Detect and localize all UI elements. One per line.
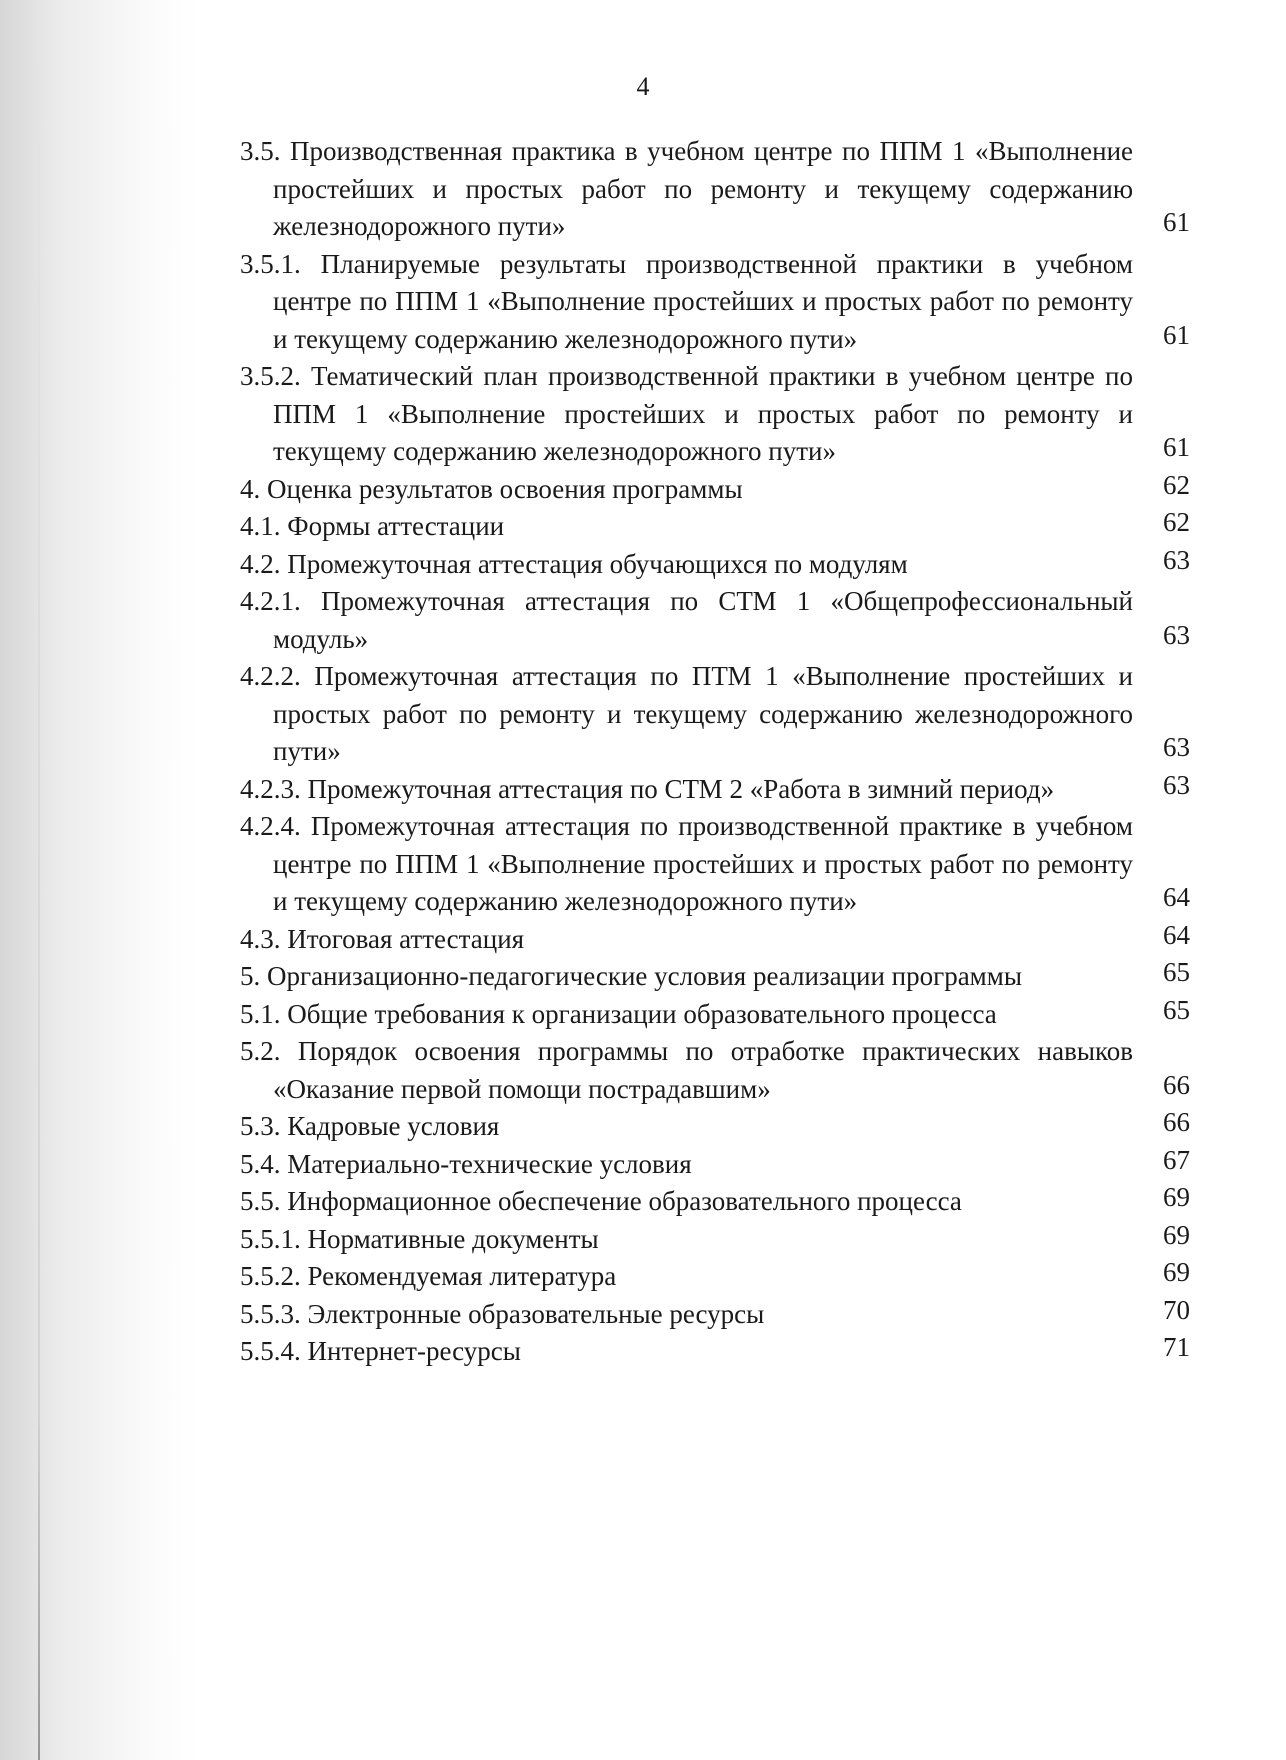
page-edge-shadow [38,0,40,1760]
toc-entry-title: 5.5.1. Нормативные документы [240,1223,599,1254]
table-of-contents [240,133,1190,1371]
toc-entry-page: 69 [1163,1182,1190,1212]
toc-entry-title: 4.2.3. Промежуточная аттестация по СТМ 2 «Работа в зимний период» [240,773,1055,804]
toc-entry-page: 69 [1163,1219,1190,1250]
toc-entry-title: 4.2. Промежуточная аттестация обучающихся по модулям [240,548,908,579]
toc-entry-3-5 [240,133,1190,246]
toc-entry-title: 3.5. Производственная практика в учебном центре по ППМ 1 «Выполнение простейших и простых работ по ремонту и текущему содержанию железнодорожного пути» [240,136,1133,241]
toc-entry-title: 4.1. Формы аттестации [240,511,505,541]
toc-entry-page: 63 [1163,732,1190,762]
toc-entry-page: 63 [1163,544,1190,575]
toc-entry-4-2-1 [240,583,1190,658]
toc-entry-5-1 [240,996,1190,1034]
toc-entry-title: 5.5. Информационное обеспечение образовательного процесса [240,1186,962,1216]
toc-entry-page: 63 [1163,619,1190,650]
toc-entry-4-3 [240,921,1190,959]
toc-entry-title: 5. Организационно-педагогические условия реализации программы [240,961,1022,991]
toc-entry-page: 61 [1163,319,1190,350]
toc-entry-page: 69 [1163,1257,1190,1287]
toc-entry-page: 70 [1163,1294,1190,1325]
toc-entry-page: 64 [1163,919,1190,950]
toc-entry-page: 63 [1163,769,1190,800]
toc-entry-title: 4.3. Итоговая аттестация [240,923,525,954]
toc-entry-4-2-2 [240,658,1190,771]
toc-entry-page: 62 [1163,469,1190,500]
toc-entry-page: 66 [1163,1107,1190,1137]
page-number: 4 [636,72,650,101]
toc-entry-title: 4. Оценка результатов освоения программы [240,473,743,504]
toc-entry-title: 5.5.2. Рекомендуемая литература [240,1261,617,1291]
toc-entry-3-5-1 [240,246,1190,359]
toc-entry-5-4 [240,1146,1190,1184]
toc-entry-4-2 [240,546,1190,584]
toc-entry-5-5-3 [240,1296,1190,1334]
toc-entry-page: 65 [1163,994,1190,1025]
toc-entry-4-2-4 [240,808,1190,921]
toc-entry-5-5-4 [240,1333,1190,1371]
toc-entry-5-5 [240,1183,1190,1221]
toc-entry-title: 5.5.4. Интернет-ресурсы [240,1336,521,1366]
toc-entry-5-2 [240,1033,1190,1108]
toc-entry-4-1 [240,508,1190,546]
toc-entry-title: 4.2.1. Промежуточная аттестация по СТМ 1 «Общепрофессиональный модуль» [240,586,1133,654]
toc-entry-title: 5.4. Материально-технические условия [240,1148,692,1179]
toc-entry-page: 64 [1163,882,1190,912]
toc-entry-page: 62 [1163,507,1190,537]
toc-entry-3-5-2 [240,358,1190,471]
toc-entry-5-5-2 [240,1258,1190,1296]
toc-entry-4 [240,471,1190,509]
toc-entry-title: 3.5.2. Тематический план производственной практики в учебном центре по ППМ 1 «Выполнение простейших и простых работ по ремонту и текущему содержанию железнодорожного пути» [240,361,1133,466]
toc-entry-title: 3.5.1. Планируемые результаты производственной практики в учебном центре по ППМ 1 «Выполнение простейших и простых работ по ремонту и текущему содержанию железнодорожного пути» [240,248,1133,354]
toc-entry-page: 61 [1163,207,1190,237]
toc-entry-5-3 [240,1108,1190,1146]
toc-entry-4-2-3 [240,771,1190,809]
toc-entry-page: 65 [1163,957,1190,987]
toc-entry-title: 5.1. Общие требования к организации образовательного процесса [240,998,997,1029]
toc-entry-title: 5.3. Кадровые условия [240,1111,500,1141]
toc-entry-5 [240,958,1190,996]
toc-entry-title: 4.2.2. Промежуточная аттестация по ПТМ 1 «Выполнение простейших и простых работ по ремонту и текущему содержанию железнодорожного пути» [240,661,1133,766]
toc-entry-page: 71 [1163,1332,1190,1362]
toc-entry-title: 4.2.4. Промежуточная аттестация по производственной практике в учебном центре по ППМ 1 «Выполнение простейших и простых работ по ремонту и текущему содержанию железнодорожного пути» [240,811,1133,916]
toc-entry-page: 66 [1163,1069,1190,1100]
toc-entry-page: 67 [1163,1144,1190,1175]
toc-entry-title: 5.2. Порядок освоения программы по отработке практических навыков «Оказание первой помощи пострадавшим» [240,1036,1133,1104]
toc-entry-page: 61 [1163,432,1190,462]
toc-entry-5-5-1 [240,1221,1190,1259]
toc-entry-title: 5.5.3. Электронные образовательные ресурсы [240,1298,765,1329]
